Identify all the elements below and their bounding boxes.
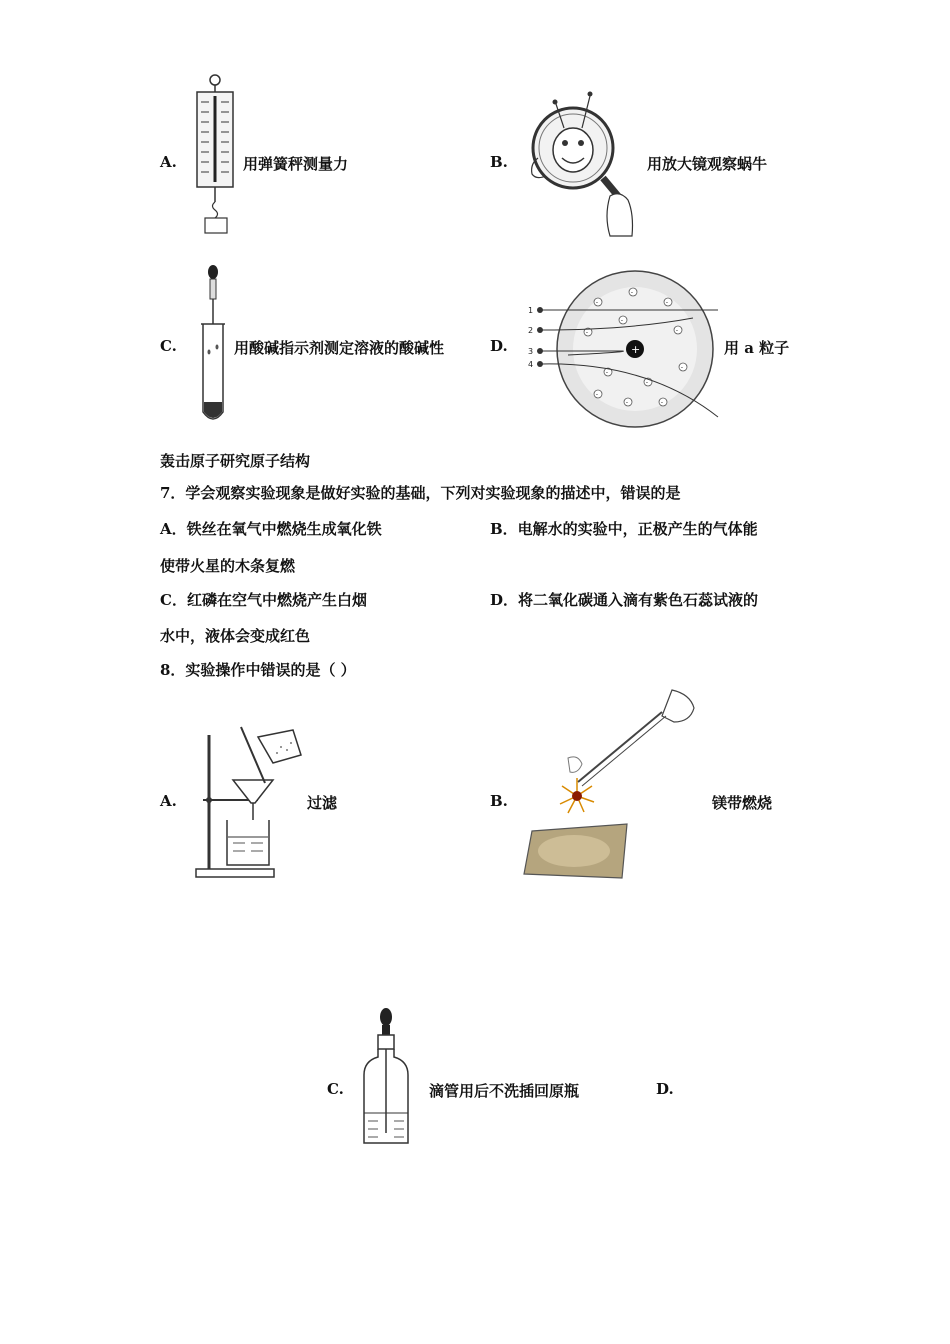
q8-option-c-text: 滴管用后不洗插回原瓶 — [429, 1082, 580, 1100]
q7-option-a: A．铁丝在氧气中燃烧生成氧化铁 — [160, 520, 382, 538]
q6-option-c-text: 用酸碱指示剂测定溶液的酸碱性 — [234, 339, 445, 357]
q6-option-b-text: 用放大镜观察蜗牛 — [647, 155, 768, 173]
electron-marker: - — [630, 288, 634, 297]
magnesium-burning-figure — [522, 686, 702, 878]
electron-marker: - — [620, 316, 624, 325]
q8-option-b-letter: B. — [490, 792, 508, 810]
q7-option-d: D．将二氧化碳通入滴有紫色石蕊试液的 — [490, 591, 759, 609]
q6-option-c-letter: C. — [160, 337, 177, 355]
magnifier-snail-figure — [518, 88, 643, 238]
q6-option-d-text-cont: 轰击原子研究原子结构 — [160, 452, 311, 470]
electron-marker: - — [675, 326, 679, 335]
q8-option-c-letter: C. — [327, 1080, 344, 1098]
alpha-number-2: 2 — [528, 326, 534, 335]
q7-option-b-cont: 使带火星的木条复燃 — [160, 557, 296, 575]
electron-marker: - — [585, 328, 589, 337]
q8-option-a-letter: A. — [160, 792, 177, 810]
q7-stem: 7．学会观察实验现象是做好实验的基础，下列对实验现象的描述中，错误的是 — [160, 484, 681, 502]
q6-option-a-letter: A. — [160, 153, 177, 171]
q6-option-d-text: 用 a 粒子 — [724, 339, 790, 357]
alpha-scattering-figure — [528, 272, 718, 422]
dropper-bottle-figure — [358, 1005, 418, 1150]
q8-option-a-text: 过滤 — [307, 794, 338, 812]
q6-option-a-text: 用弹簧秤测量力 — [243, 155, 349, 173]
electron-marker: - — [645, 378, 649, 387]
electron-marker: - — [625, 398, 629, 407]
electron-marker: - — [595, 298, 599, 307]
dropper-test-tube-figure — [195, 262, 235, 427]
nucleus-sign: + — [631, 343, 641, 356]
electron-marker: - — [595, 390, 599, 399]
q8-stem: 8．实验操作中错误的是（ ） — [160, 661, 356, 679]
alpha-number-1: 1 — [528, 306, 534, 315]
electron-marker: - — [665, 298, 669, 307]
electron-marker: - — [660, 398, 664, 407]
alpha-number-4: 4 — [528, 360, 534, 369]
electron-marker: - — [605, 368, 609, 377]
q7-option-b: B．电解水的实验中，正极产生的气体能 — [490, 520, 758, 538]
q8-option-b-text: 镁带燃烧 — [712, 794, 773, 812]
q8-option-d-letter: D. — [656, 1080, 674, 1098]
q6-option-b-letter: B. — [490, 153, 508, 171]
electron-marker: - — [680, 363, 684, 372]
alpha-number-3: 3 — [528, 347, 534, 356]
spring-scale-figure — [185, 72, 245, 237]
q6-option-d-letter: D. — [490, 337, 508, 355]
q7-option-c: C．红磷在空气中燃烧产生白烟 — [160, 591, 367, 609]
filtration-figure — [193, 725, 308, 880]
q7-option-d-cont: 水中，液体会变成红色 — [160, 627, 311, 645]
